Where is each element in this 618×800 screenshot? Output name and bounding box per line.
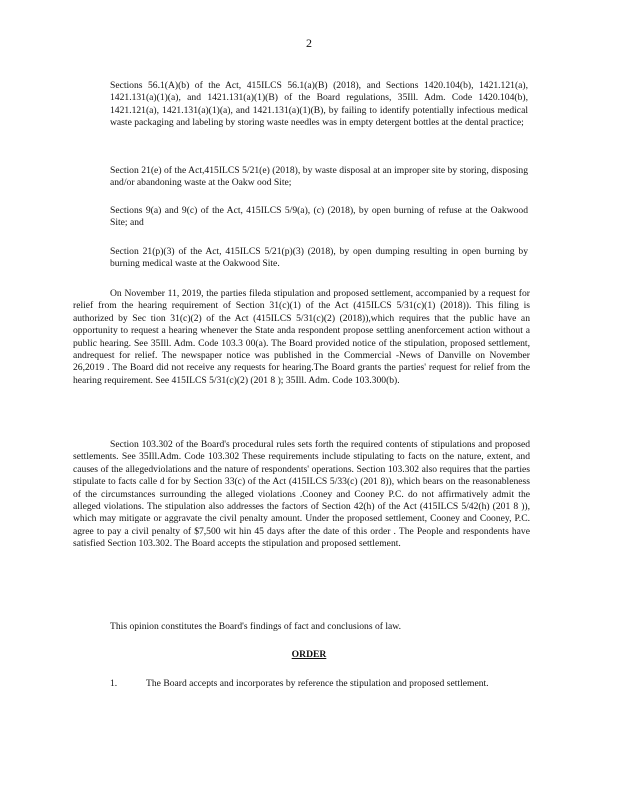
stipulation-filing-paragraph: On November 11, 2019, the parties fileda stipulation and proposed settlement, accompanied by a request for relief from the hearing requirement of Section 31(c)(1) of the Act (415ILCS 5/31(c)(1) (2018)). This filing is authorized by Sec tion 31(c)(2) of the Act (415ILCS 5/31(c)(2) (2018)),which requires that the public have an opportunity to request a hearing whenever the State anda respondent propose settling anenforcement action without a public hearing. See 35Ill. Adm. Code 103.3 00(a). The Board provided notice of the stipulation, proposed settlement, andrequest for relief. The newspaper notice was published in the Commercial -News of Danville on November 26,2019 . The Board did not receive any requests for hearing.The Board grants the parties' request for relief from the hearing requirement. See 415ILCS 5/31(c)(2) (201 8 ); 35Ill. Adm. Code 103.300(b). [73, 288, 530, 386]
violation-paragraph-open-burning: Sections 9(a) and 9(c) of the Act, 415ILCS 5/9(a), (c) (2018), by open burning of refuse at the Oakwood Site; and [110, 205, 528, 229]
findings-paragraph: This opinion constitutes the Board's findings of fact and conclusions of law. [110, 621, 402, 632]
violation-paragraph-waste-disposal: Section 21(e) of the Act,415ILCS 5/21(e) (2018), by waste disposal at an improper site by storing, disposing and/or abandoning waste at the Oakw ood Site; [110, 165, 528, 189]
violation-paragraph-open-dumping: Section 21(p)(3) of the Act, 415ILCS 5/21(p)(3) (2018), by open dumping resulting in open burning by burning medical waste at the Oakwood Site. [110, 246, 528, 270]
order-heading: ORDER [291, 649, 327, 660]
order-item-number: 1. [110, 678, 118, 689]
page-number: 2 [306, 36, 312, 50]
procedural-rules-paragraph: Section 103.302 of the Board's procedural rules sets forth the required contents of stipulations and proposed settlements. See 35Ill.Adm. Code 103.302 These requirements include stipulating to facts on the nature, extent, and causes of the allegedviolations and the nature of respondents' operations. Section 103.302 also requires that the parties stipulate to facts calle d for by Section 33(c) of the Act (415ILCS 5/33(c) (201 8)), which bears on the reasonableness of the circumstances surrounding the alleged violations .Cooney and Cooney P.C. do not affirmatively admit the alleged violations. The stipulation also addresses the factors of Section 42(h) of the Act (415ILCS 5/42(h) (201 8 )), which may mitigate or aggravate the civil penalty amount. Under the proposed settlement, Cooney and Cooney, P.C. agree to pay a civil penalty of $7,500 wit hin 45 days after the date of this order . The People and respondents have satisfied Section 103.302. The Board accepts the stipulation and proposed settlement. [73, 439, 530, 550]
order-item-text: The Board accepts and incorporates by reference the stipulation and proposed settlement. [146, 678, 489, 689]
violation-paragraph-medical-waste: Sections 56.1(A)(b) of the Act, 415ILCS 56.1(a)(B) (2018), and Sections 1420.104(b), 1421.121(a), 1421.131(a)(1)(a), and 1421.131(a)(1)(B) of the Board regulations, 35Ill. Adm. Code 1420.104(b), 1421.121(a), 1421.131(a)(1)(a), and 1421.131(a)(1)(B), by failing to identify potentially infectious medical waste packaging and labeling by storing waste needles was in empty detergent bottles at the dental practice; [110, 80, 528, 129]
